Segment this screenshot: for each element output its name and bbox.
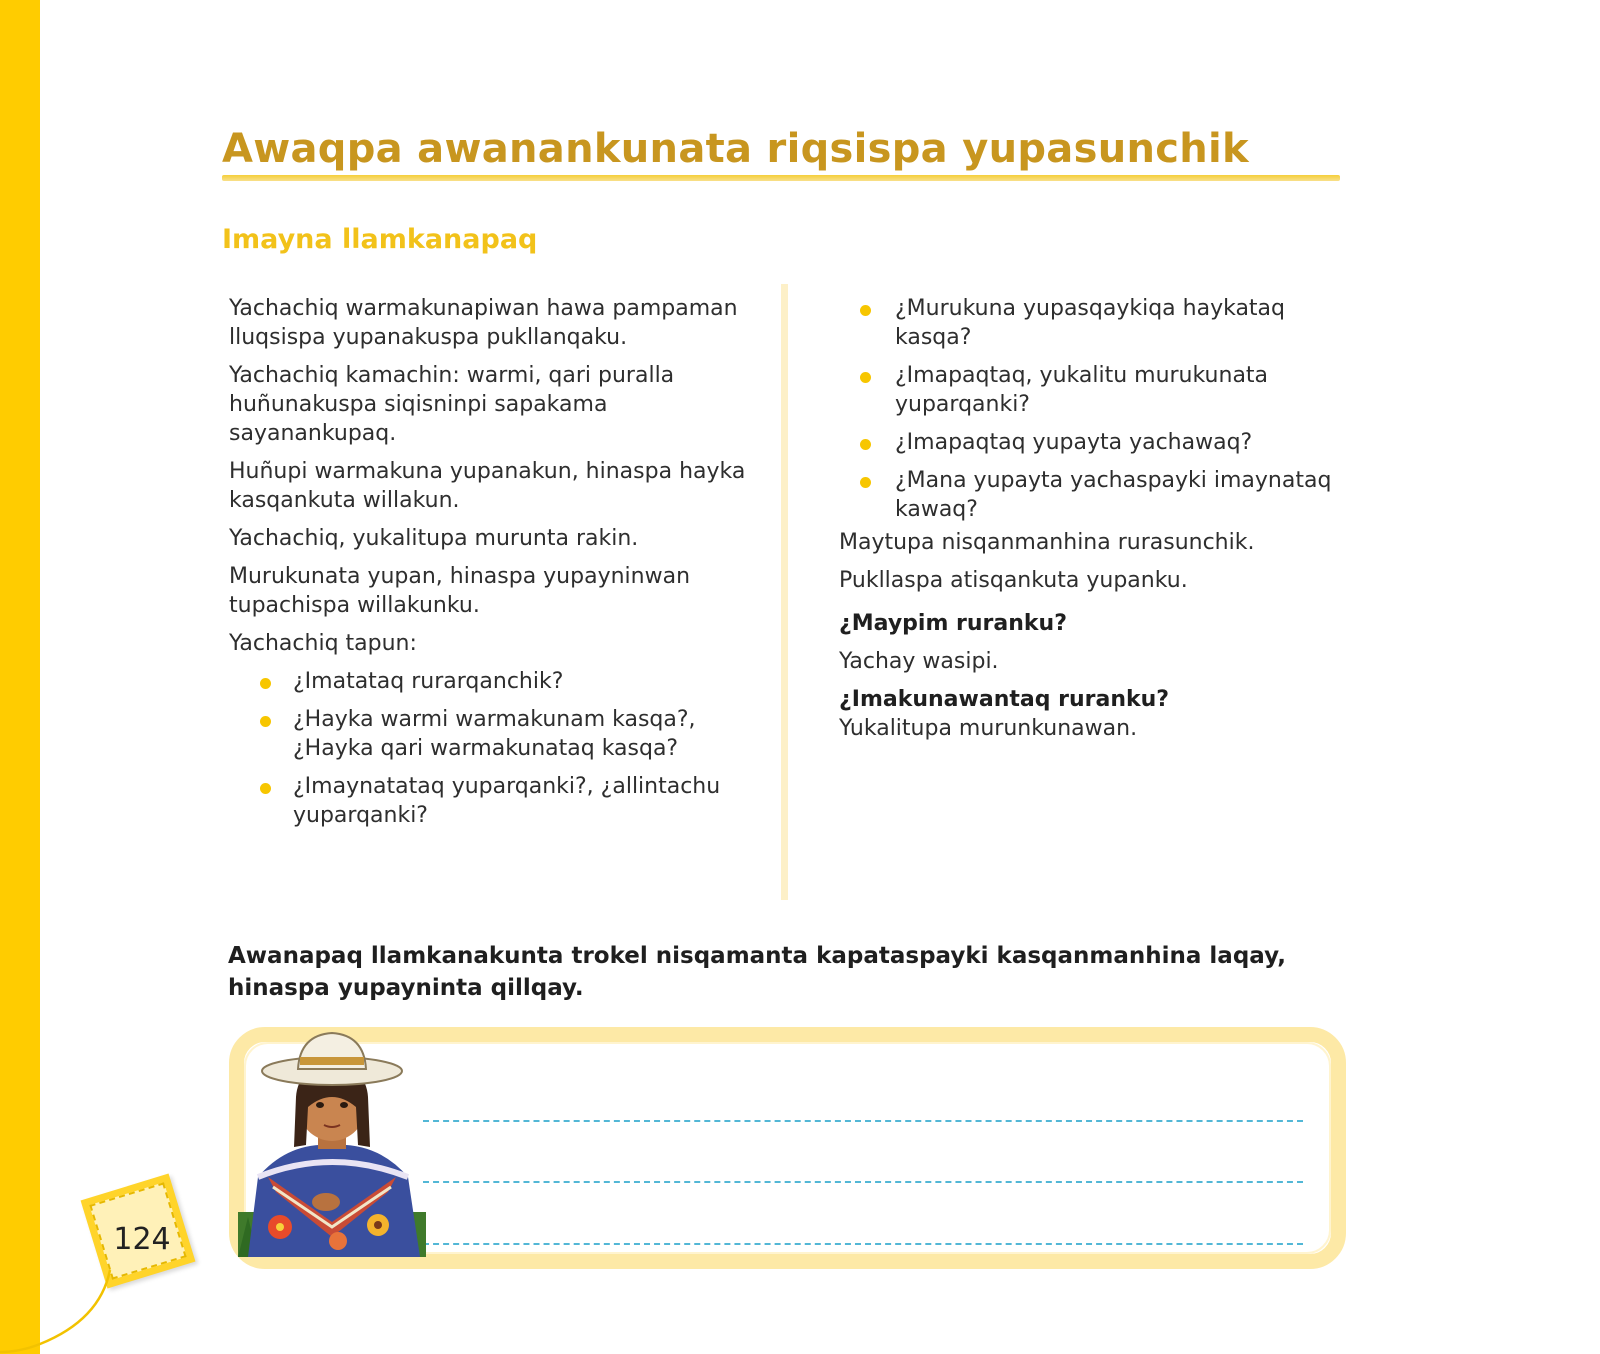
question-text: ¿Mana yupayta yachaspayki imaynataq kawaq? — [895, 468, 1332, 522]
list-item — [229, 772, 749, 830]
left-question-list — [229, 667, 749, 830]
bullet-dot-icon — [860, 439, 871, 450]
question-text: ¿Murukuna yupasqaykiqa haykataq kasqa? — [895, 296, 1285, 350]
bullet-dot-icon — [860, 372, 871, 383]
question-text: ¿Imatataq rurarqanchik? — [293, 669, 564, 694]
right-question-list — [830, 294, 1359, 524]
girl-in-hat-illustration — [238, 1027, 426, 1257]
answer-text: Yachay wasipi. — [839, 649, 999, 674]
list-item — [830, 466, 1359, 524]
title-underline — [222, 175, 1340, 181]
writing-line[interactable] — [423, 1243, 1303, 1245]
list-item — [229, 667, 749, 696]
left-paragraph: Yachachiq, yukalitupa murunta rakin. — [229, 526, 639, 551]
kite-string-icon — [0, 1260, 140, 1354]
column-divider — [781, 284, 788, 900]
question-text: ¿Imaynatataq yuparqanki?, ¿allintachu yuparqanki? — [293, 774, 721, 828]
left-column — [229, 294, 749, 839]
left-paragraph: Yachachiq kamachin: warmi, qari puralla huñunakuspa siqisninpi sapakama sayanankupaq. — [229, 363, 675, 446]
list-item — [830, 428, 1359, 457]
bullet-dot-icon — [260, 716, 271, 727]
question-text: ¿Imapaqtaq, yukalitu murukunata yuparqanki? — [895, 363, 1269, 417]
list-item — [830, 361, 1359, 419]
list-item — [229, 705, 749, 763]
right-paragraph: Maytupa nisqanmanhina rurasunchik. — [839, 530, 1255, 555]
question-text: ¿Imapaqtaq yupayta yachawaq? — [895, 430, 1253, 455]
left-paragraph: Yachachiq tapun: — [229, 631, 417, 656]
writing-line[interactable] — [423, 1181, 1303, 1183]
left-paragraph: Huñupi warmakuna yupanakun, hinaspa hayka kasqankuta willakun. — [229, 459, 746, 513]
left-paragraph: Murukunata yupan, hinaspa yupayninwan tupachispa willakunku. — [229, 564, 691, 618]
writing-line[interactable] — [423, 1120, 1303, 1122]
question-heading: ¿Maypim ruranku? — [839, 611, 1067, 636]
left-margin-bar — [0, 0, 40, 1354]
activity-instruction: Awanapaq llamkanakunta trokel nisqamanta kapataspayki kasqanmanhina laqay, hinaspa yupayninta qillqay. — [228, 943, 1287, 1001]
right-column — [839, 294, 1359, 752]
answer-text: Yukalitupa murunkunawan. — [839, 716, 1138, 741]
question-text: ¿Hayka warmi warmakunam kasqa?, ¿Hayka qari warmakunataq kasqa? — [293, 707, 696, 761]
right-paragraph: Pukllaspa atisqankuta yupanku. — [839, 568, 1188, 593]
bullet-dot-icon — [260, 678, 271, 689]
left-paragraph: Yachachiq warmakunapiwan hawa pampaman lluqsispa yupanakuspa pukllanqaku. — [229, 296, 738, 350]
section-subtitle: Imayna llamkanapaq — [222, 224, 538, 255]
list-item — [830, 294, 1359, 352]
bullet-dot-icon — [260, 783, 271, 794]
bullet-dot-icon — [860, 305, 871, 316]
page-title: Awaqpa awanankunata riqsispa yupasunchik — [222, 126, 1249, 172]
page-number: 124 — [113, 1222, 171, 1257]
bullet-dot-icon — [860, 477, 871, 488]
question-heading: ¿Imakunawantaq ruranku? — [839, 687, 1170, 712]
